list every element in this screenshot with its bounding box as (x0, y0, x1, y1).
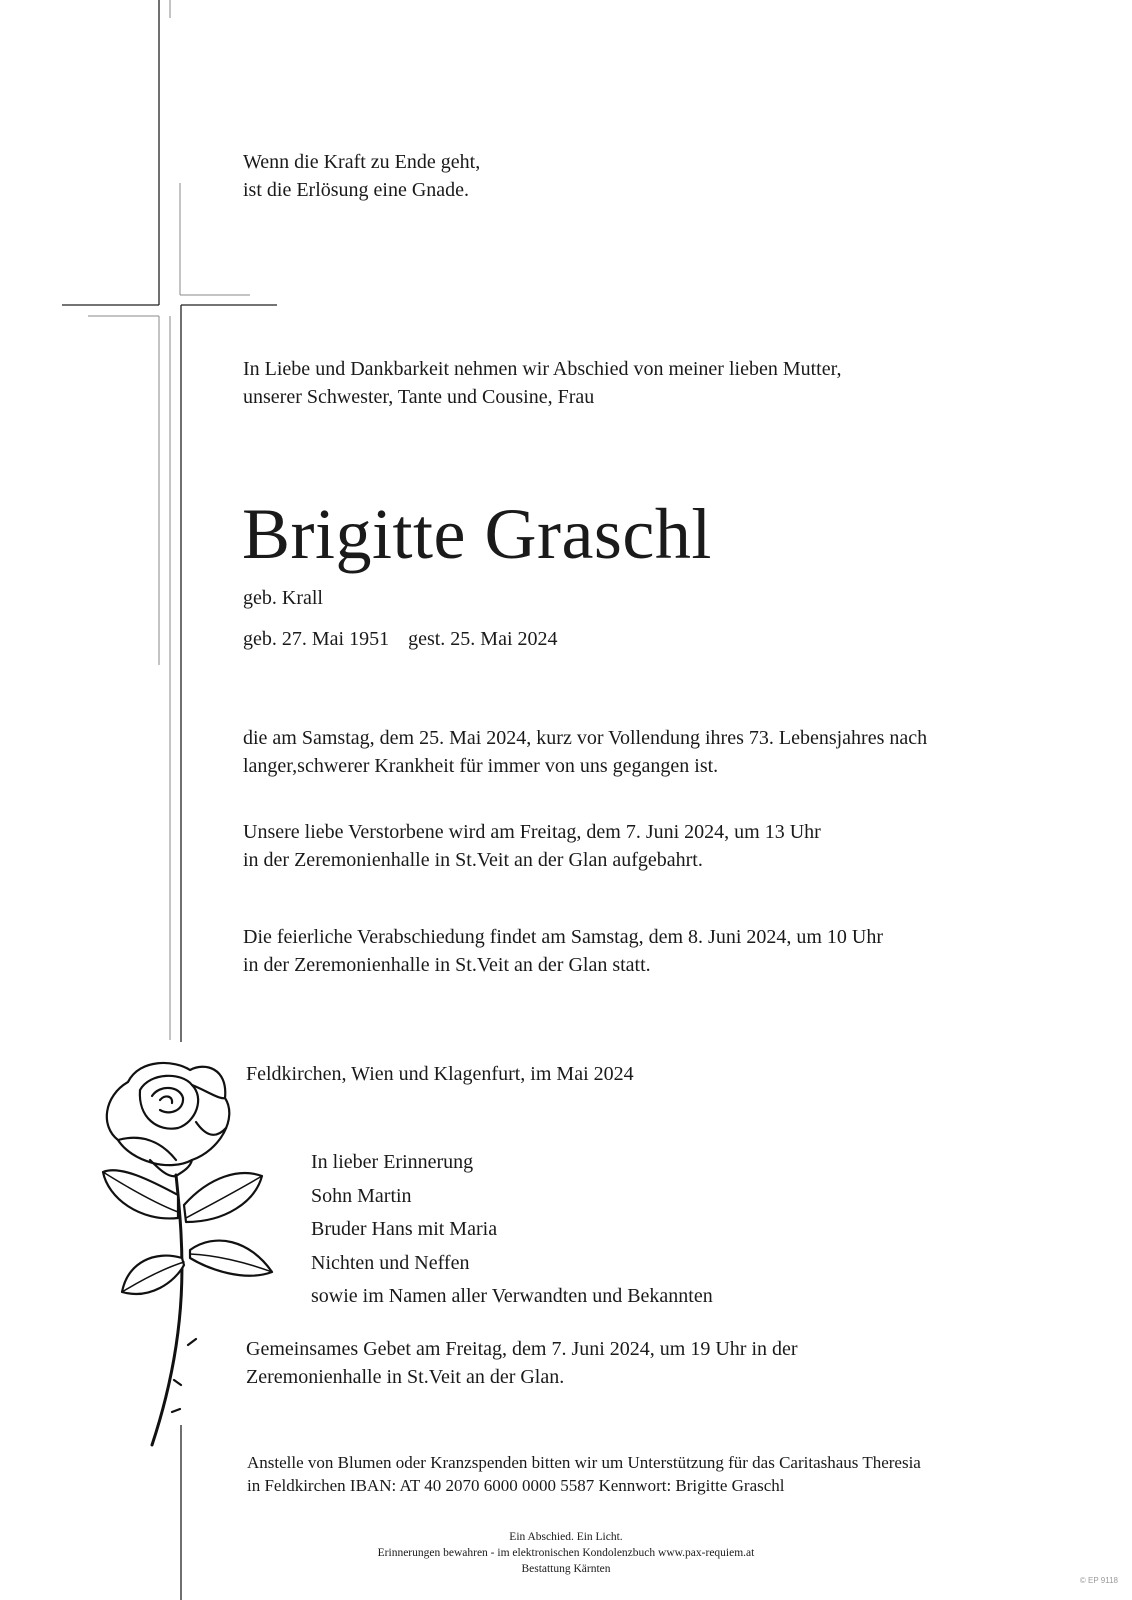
intro-line: unserer Schwester, Tante und Cousine, Frau (243, 386, 595, 408)
prayer-line: Gemeinsames Gebet am Freitag, dem 7. Juni 2024, um 19 Uhr in der (246, 1338, 798, 1360)
mourner-line: Bruder Hans mit Maria (311, 1218, 498, 1240)
watermark: © EP 9118 (1079, 1576, 1118, 1585)
mourner-line: sowie im Namen aller Verwandten und Bekannten (311, 1285, 713, 1307)
donation-text (247, 1451, 921, 1497)
mourners-list (311, 1146, 713, 1314)
mourner-line: In lieber Erinnerung (311, 1151, 474, 1173)
prayer-text (246, 1335, 798, 1391)
viewing-line: in der Zeremonienhalle in St.Veit an der Glan aufgebahrt. (243, 849, 703, 871)
mourner-line: Sohn Martin (311, 1184, 412, 1207)
footer-line: Bestattung Kärnten (521, 1563, 611, 1575)
motto (243, 148, 480, 204)
intro-text (243, 355, 841, 411)
passing-line: die am Samstag, dem 25. Mai 2024, kurz vor Vollendung ihres 73. Lebensjahres nach (243, 727, 928, 749)
donation-line: Anstelle von Blumen oder Kranzspenden bitten wir um Unterstützung für das Caritashaus Theresia (247, 1453, 921, 1472)
viewing-text (243, 818, 821, 874)
maiden-name: geb. Krall (243, 587, 323, 609)
footer-line: Ein Abschied. Ein Licht. (509, 1531, 623, 1543)
mourner-line: Nichten und Neffen (311, 1251, 470, 1274)
farewell-text (243, 923, 883, 979)
farewell-line: in der Zeremonienhalle in St.Veit an der Glan statt. (243, 954, 651, 976)
prayer-line: Zeremonienhalle in St.Veit an der Glan. (246, 1366, 565, 1388)
footer-line: Erinnerungen bewahren - im elektronischen Kondolenzbuch www.pax-requiem.at (377, 1547, 755, 1559)
viewing-line: Unsere liebe Verstorbene wird am Freitag, dem 7. Juni 2024, um 13 Uhr (243, 821, 821, 843)
motto-line: ist die Erlösung eine Gnade. (243, 179, 470, 201)
death-date: gest. 25. Mai 2024 (408, 628, 558, 650)
intro-line: In Liebe und Dankbarkeit nehmen wir Abschied von meiner lieben Mutter, (243, 358, 842, 380)
passing-line: langer,schwerer Krankheit für immer von uns gegangen ist. (243, 755, 719, 777)
birth-date: geb. 27. Mai 1951 (243, 628, 390, 650)
footer (0, 1529, 1132, 1577)
deceased-name: Brigitte Graschl (242, 494, 712, 574)
farewell-line: Die feierliche Verabschiedung findet am Samstag, dem 8. Juni 2024, um 10 Uhr (243, 926, 884, 948)
life-dates (243, 625, 558, 653)
place-date: Feldkirchen, Wien und Klagenfurt, im Mai 2024 (246, 1063, 634, 1085)
passing-text (243, 724, 927, 780)
motto-line: Wenn die Kraft zu Ende geht, (243, 151, 481, 173)
donation-line: in Feldkirchen IBAN: AT 40 2070 6000 0000 5587 Kennwort: Brigitte Graschl (247, 1476, 785, 1495)
